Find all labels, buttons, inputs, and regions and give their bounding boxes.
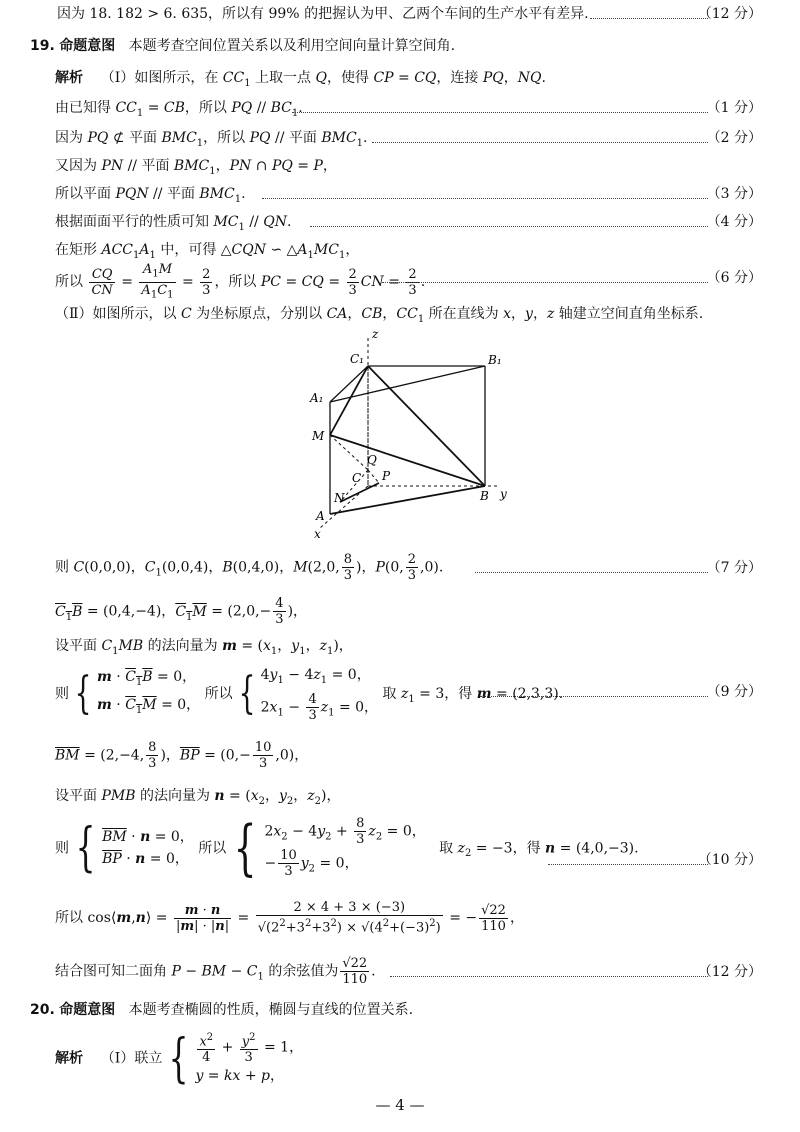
text-line: 设平面 $C_1MB$ 的法向量为 $m = (x_1$，$y_1$，$z_1$)， [55, 638, 353, 657]
text-line: 在矩形 $ACC_1A_1$ 中，可得 △CQN ∽ $\triangle A_1MC_1$， [55, 242, 360, 261]
intent-text: 本题考查空间位置关系以及利用空间向量计算空间角. [128, 38, 456, 54]
label-A: A [316, 509, 325, 523]
score-note: （9 分） [706, 684, 762, 700]
label-C: C [352, 471, 362, 485]
dot-leader [390, 976, 708, 977]
page-number: — 4 — [375, 1096, 425, 1114]
label-y: y [500, 487, 507, 501]
score-note: （10 分） [697, 852, 762, 868]
text-line: 所以 cos⟨m,n⟩ = $\frac{m \cdot n}{|m| \cdot |n|}$ = $\frac{2 \times 4 + 3 \times (-3)}{√(2^2+3^2+3^2) \times √(4^2+(-3)^2)}$ = − $\frac{√22}{110}$ ， [55, 900, 524, 936]
text-line: $\overline{BM} = (2,-4$, $\frac{8}{3}$ )，$\overline{BP} = (0,-$ $\frac{10}{3}$ ,0)， [55, 740, 309, 771]
dot-leader [548, 864, 708, 865]
dot-leader [310, 226, 708, 227]
score-note: （12 分） [697, 964, 762, 980]
text-line: （Ⅱ）如图所示，以 C 为坐标原点，分别以 CA，CB，$CC_1$ 所在直线为 x，y，z 轴建立空间直角坐标系. [55, 306, 704, 325]
text-line: $C_1B = (0,4,-4)$，$C_1M = (2,0,-$ $\frac{4}{3}$ )， [55, 596, 308, 627]
text-line: 由已知得 $CC_1$ = CB，所以 PQ // $BC_1$. [55, 100, 303, 119]
label-C1: C₁ [350, 352, 364, 366]
label-x: x [314, 527, 321, 540]
text-line: 则 C(0,0,0)，$C_1(0,0,4)$，B(0,4,0)，M(2,0, $\frac{8}{3}$ )，P(0, $\frac{2}{3}$ ,0). [55, 552, 444, 583]
dot-leader [372, 142, 708, 143]
analysis-line: 解析 （Ⅰ）联立 { $\frac{x^2}{4}$ + $\frac{y^2}{3}$ = 1， y = kx + p， [55, 1028, 304, 1089]
dot-leader [480, 696, 708, 697]
label-B1: B₁ [488, 353, 502, 367]
dot-leader [590, 18, 708, 19]
dot-leader [292, 112, 708, 113]
score-note: （12 分） [697, 6, 762, 22]
question-20-heading [30, 1000, 413, 1020]
text-line: 所以平面 PQN // 平面 $BMC_1$. [55, 186, 246, 205]
analysis-label: 解析 [55, 70, 83, 86]
intent-text: 本题考查椭圆的性质，椭圆与直线的位置关系. [128, 1002, 414, 1018]
text-line: 又因为 PN // 平面 $BMC_1$，PN ∩ PQ = P， [55, 158, 337, 177]
score-note: （2 分） [706, 130, 762, 146]
question-number: 20. [30, 1002, 55, 1018]
analysis-label: 解析 [55, 1050, 83, 1067]
text-line: 则 { $\overline{BM} \cdot n = 0$， $\overline{BP} \cdot n = 0$， 所以 { $2x_2 - 4y_2$ + $\frac{8}{3}$ $z_2 = 0$， − $\frac{10}{3}$ $y_2 = 0$， 取 $z_2 = -3$，得 n = (4,0,−3). [55, 813, 639, 884]
score-note: （4 分） [706, 214, 762, 230]
text-line: 设平面 PMB 的法向量为 $n = (x_2$，$y_2$，$z_2$)， [55, 788, 341, 807]
analysis-line: 解析 （Ⅰ）如图所示，在 $CC_1$ 上取一点 Q，使得 CP = CQ，连接 PQ，NQ. [55, 70, 546, 89]
label-M: M [312, 429, 325, 443]
dot-leader [382, 282, 708, 283]
label-Q: Q [367, 453, 377, 467]
label-P: P [382, 469, 391, 483]
question-number: 19. [30, 38, 55, 54]
label-z: z [372, 330, 379, 341]
text-line: 则 { $m \cdot C_1B = 0$， $m \cdot C_1M = 0$， 所以 { $4y_1 - 4z_1 = 0$， $2x_1$ − $\frac{4}{3}$ $z_1 = 0$， 取 $z_1 = 3$，得 m = (2,3,3). [55, 667, 564, 723]
text-line: 所以 $\frac{CQ}{CN}$ = $\frac{A_1M}{A_1C_1}$ = $\frac{2}{3}$ ，所以 PC = CQ = $\frac{2}{3}$ CN = $\frac{2}{3}$ . [55, 262, 426, 301]
label-N: N [334, 491, 345, 505]
score-note: （7 分） [706, 560, 762, 576]
score-note: （1 分） [706, 100, 762, 116]
intent-label: 命题意图 [59, 1002, 116, 1018]
text-line: 因为 PQ ⊄ 平面 $BMC_1$，所以 PQ // 平面 $BMC_1$. [55, 130, 368, 149]
text-line: 结合图可知二面角 P − BM − $C_1$ 的余弦值为 $\frac{√22}{110}$ . [55, 956, 376, 987]
label-A1: A₁ [310, 391, 324, 405]
label-B: B [480, 489, 489, 503]
question-19-heading [30, 36, 455, 56]
prism-figure [300, 330, 530, 540]
dot-leader [262, 198, 708, 199]
text-line: 根据面面平行的性质可知 $MC_1$ // QN. [55, 214, 292, 233]
dot-leader [475, 572, 708, 573]
score-note: （6 分） [706, 270, 762, 286]
intent-label: 命题意图 [59, 38, 116, 54]
score-note: （3 分） [706, 186, 762, 202]
text-line: 因为 18. 182 > 6. 635，所以有 99% 的把握认为甲、乙两个车间的生产水平有差异. [57, 6, 589, 22]
